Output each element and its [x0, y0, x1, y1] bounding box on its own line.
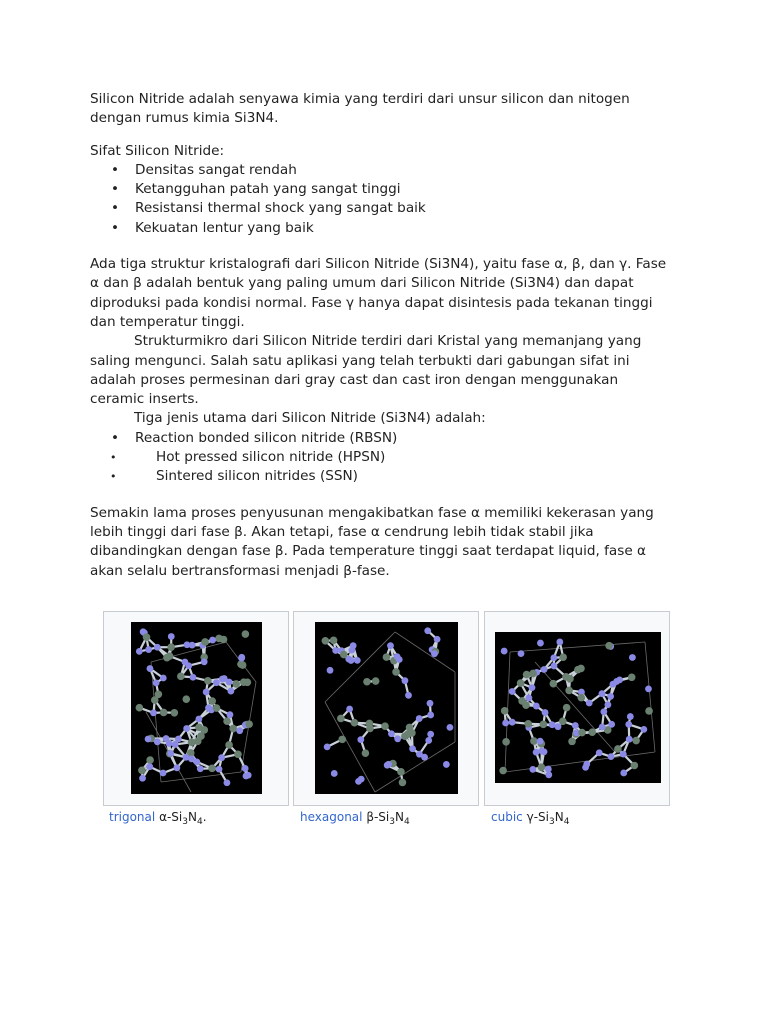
- link-hexagonal[interactable]: hexagonal: [300, 810, 363, 824]
- atom: [332, 647, 339, 654]
- atom: [355, 778, 362, 785]
- atom: [555, 723, 562, 730]
- atom: [616, 676, 623, 683]
- atom: [173, 764, 180, 771]
- crystal-structure-figures: [103, 611, 673, 831]
- atom: [563, 704, 571, 712]
- atom: [136, 704, 144, 712]
- alpha-crystal-image: [131, 622, 262, 794]
- atom: [640, 726, 647, 733]
- document-body: [90, 90, 690, 581]
- atom: [155, 690, 163, 698]
- atom: [136, 648, 143, 655]
- atom: [244, 678, 252, 686]
- atom: [529, 766, 536, 773]
- atom: [145, 646, 152, 653]
- atom: [537, 640, 544, 647]
- atom: [388, 730, 395, 737]
- atom: [574, 666, 582, 674]
- atom: [424, 627, 431, 634]
- atom: [163, 735, 170, 742]
- atom: [427, 731, 434, 738]
- atom: [197, 765, 204, 772]
- atom: [242, 765, 249, 772]
- atom: [213, 704, 221, 712]
- atom: [372, 677, 380, 685]
- atom: [160, 709, 168, 717]
- caption-gamma: cubic $\gamma-Si_3N_4$: [491, 810, 570, 827]
- atom: [559, 718, 567, 726]
- atom: [524, 720, 532, 728]
- atom: [605, 701, 612, 708]
- atom: [614, 745, 622, 753]
- atom: [146, 756, 154, 764]
- atom: [168, 633, 175, 640]
- atom: [431, 650, 438, 657]
- para3-line-2: saling mengunci. Salah satu aplikasi yang telah terbukti dari gabungan sifat ini: [90, 352, 630, 369]
- atom: [208, 765, 216, 773]
- atom: [551, 663, 558, 670]
- atom: [384, 762, 391, 769]
- atom: [529, 684, 536, 691]
- atom: [338, 736, 346, 744]
- atom: [147, 665, 154, 672]
- atom: [392, 668, 400, 676]
- atom: [213, 679, 220, 686]
- atom: [608, 753, 615, 760]
- atom: [351, 719, 359, 727]
- atom: [139, 775, 146, 782]
- atom: [577, 694, 585, 702]
- figure-alpha: [103, 611, 289, 806]
- atom: [146, 763, 153, 770]
- atom: [499, 767, 507, 775]
- atom: [529, 670, 537, 678]
- atom: [362, 749, 370, 757]
- atom: [205, 704, 212, 711]
- atom: [204, 677, 212, 685]
- atom: [537, 738, 544, 745]
- atom: [182, 659, 189, 666]
- atom: [228, 688, 235, 695]
- atom: [550, 680, 558, 688]
- atom: [143, 633, 151, 641]
- atom: [397, 768, 405, 776]
- atom: [177, 673, 185, 681]
- atom: [416, 715, 423, 722]
- atom: [572, 722, 579, 729]
- atom: [416, 751, 423, 758]
- para5-line-4: akan selalu bertransformasi menjadi β-fase.: [90, 562, 390, 579]
- atom: [150, 709, 157, 716]
- atom: [523, 671, 531, 679]
- atom: [533, 703, 540, 710]
- atom: [583, 761, 590, 768]
- para2-line-1: Ada tiga struktur kristalografi dari Silicon Nitride (Si3N4), yaitu fase α, β, dan γ. Fase: [90, 256, 667, 273]
- properties-list: [90, 161, 690, 238]
- atom: [626, 736, 633, 743]
- atom: [620, 770, 627, 777]
- atom: [530, 737, 538, 745]
- atom: [628, 673, 636, 681]
- atom: [509, 688, 516, 695]
- link-trigonal[interactable]: trigonal: [109, 810, 156, 824]
- atom: [501, 707, 509, 715]
- atom: [327, 667, 334, 674]
- list-item: • Kekuatan lentur yang baik: [90, 219, 690, 238]
- atom: [596, 749, 603, 756]
- atom: [559, 653, 567, 661]
- atom: [568, 738, 576, 746]
- atom: [599, 724, 606, 731]
- atom: [324, 743, 331, 750]
- atom: [402, 677, 409, 684]
- atom: [600, 708, 607, 715]
- atom: [502, 738, 510, 746]
- para4: Tiga jenis utama dari Silicon Nitride (Si3N4) adalah:: [134, 410, 486, 427]
- atom: [331, 770, 338, 777]
- atom: [501, 648, 508, 655]
- atom: [245, 720, 253, 728]
- atom: [218, 754, 225, 761]
- atom: [160, 770, 167, 777]
- atom: [190, 674, 197, 681]
- atom: [245, 772, 252, 779]
- atom: [234, 750, 242, 758]
- atom: [565, 687, 573, 695]
- atom: [195, 716, 202, 723]
- atom: [522, 701, 530, 709]
- list-item: • Resistansi thermal shock yang sangat baik: [90, 199, 690, 218]
- atom: [167, 750, 174, 757]
- atom: [172, 741, 179, 748]
- atom: [239, 661, 247, 669]
- atom: [215, 635, 223, 643]
- atom: [620, 751, 627, 758]
- atom: [541, 666, 548, 673]
- atom: [394, 653, 401, 660]
- beta-crystal-image: [315, 622, 458, 794]
- atom: [208, 697, 216, 705]
- para3-line-3: adalah proses permesinan dari gray cast dan cast iron dengan menggunakan: [90, 371, 619, 388]
- para3-line-1: Strukturmikro dari Silicon Nitride terdiri dari Kristal yang memanjang yang: [134, 333, 642, 350]
- atom: [330, 637, 338, 645]
- atom: [607, 693, 614, 700]
- atom: [340, 651, 348, 659]
- gamma-crystal-image: [495, 632, 661, 783]
- atom: [627, 713, 634, 720]
- atom: [605, 642, 613, 650]
- list-item: • Ketangguhan patah yang sangat tinggi: [90, 180, 690, 199]
- atom: [154, 644, 161, 651]
- atom: [201, 638, 209, 646]
- atom: [197, 732, 205, 740]
- atom: [588, 728, 596, 736]
- para3-line-4: ceramic inserts.: [90, 391, 199, 408]
- caption-beta: hexagonal $\beta-Si_3N_4$: [300, 810, 410, 827]
- types-list: [90, 429, 690, 487]
- atom: [153, 680, 160, 687]
- para5-line-2: lebih tinggi dari fase β. Akan tetapi, fase α cendrung lebih tidak stabil jika: [90, 523, 594, 540]
- atom: [566, 675, 574, 683]
- atom: [238, 655, 245, 662]
- atom: [427, 712, 434, 719]
- atom: [526, 695, 533, 702]
- list-item: • Hot pressed silicon nitride (HPSN): [90, 448, 690, 467]
- atom: [171, 709, 179, 717]
- atom: [447, 724, 454, 731]
- atom: [209, 637, 216, 644]
- atom: [154, 738, 161, 745]
- atom: [223, 717, 231, 725]
- atom: [145, 736, 152, 743]
- para2-line-4: dan temperatur tinggi.: [90, 313, 245, 330]
- list-item: • Sintered silicon nitrides (SSN): [90, 467, 690, 486]
- atom: [545, 766, 552, 773]
- atom: [227, 711, 234, 718]
- atom: [599, 690, 606, 697]
- atom: [366, 725, 374, 733]
- atom: [405, 692, 412, 699]
- atom: [138, 767, 146, 775]
- atom: [540, 721, 548, 729]
- list-item: • Reaction bonded silicon nitride (RBSN): [90, 429, 690, 448]
- para5-line-1: Semakin lama proses penyusunan mengakibatkan fase α memiliki kekerasan yang: [90, 504, 654, 521]
- atom: [608, 721, 615, 728]
- atom: [632, 737, 640, 745]
- atom: [201, 658, 208, 665]
- para2-line-3: diproduksi pada kondisi normal. Fase γ hanya dapat disintesis pada tekanan tinggi: [90, 294, 653, 311]
- caption-alpha: trigonal $\alpha-Si_3N_4$.: [109, 810, 207, 827]
- atom: [337, 715, 345, 723]
- para5-line-3: dibandingkan dengan fase β. Pada temperature tinggi saat terdapat liquid, fase α: [90, 543, 646, 560]
- atom: [443, 761, 450, 768]
- atom: [348, 657, 355, 664]
- atom: [533, 749, 540, 756]
- atom: [629, 654, 636, 661]
- atom: [625, 721, 632, 728]
- atom: [425, 737, 432, 744]
- atom: [224, 779, 231, 786]
- atom: [216, 766, 223, 773]
- properties-title: Sifat Silicon Nitride:: [90, 142, 225, 159]
- atom: [322, 637, 330, 645]
- atom: [404, 730, 412, 738]
- atom: [354, 657, 361, 664]
- atom: [549, 721, 556, 728]
- atom: [167, 643, 175, 651]
- atom: [556, 639, 563, 646]
- atom: [542, 709, 549, 716]
- atom: [188, 738, 196, 746]
- atom: [163, 654, 171, 662]
- atom: [550, 654, 557, 661]
- atom: [182, 695, 190, 703]
- intro-line-1: Silicon Nitride adalah senyawa kimia yang terdiri dari unsur silicon dan nitogen: [90, 91, 630, 107]
- figure-beta: [293, 611, 479, 806]
- atom: [509, 719, 516, 726]
- atom: [225, 741, 233, 749]
- atom: [578, 729, 586, 737]
- atom: [346, 706, 353, 713]
- atom: [221, 675, 228, 682]
- atom: [183, 725, 190, 732]
- atom: [427, 700, 434, 707]
- atom: [236, 727, 243, 734]
- atom: [409, 745, 416, 752]
- atom: [229, 725, 237, 733]
- atom: [538, 763, 546, 771]
- para2-line-2: α dan β adalah bentuk yang paling umum dari Silicon Nitride (Si3N4) dan dapat: [90, 275, 634, 292]
- atom: [363, 678, 371, 686]
- atom: [631, 762, 639, 770]
- atom: [242, 630, 250, 638]
- atom: [381, 722, 389, 730]
- link-cubic[interactable]: cubic: [491, 810, 523, 824]
- atom: [517, 679, 525, 687]
- atom: [184, 641, 191, 648]
- atom: [394, 735, 401, 742]
- atom: [357, 736, 364, 743]
- atom: [518, 650, 525, 657]
- atom: [586, 700, 593, 707]
- atom: [399, 779, 407, 787]
- figure-gamma: [484, 611, 670, 806]
- atom: [645, 707, 653, 715]
- atom: [160, 675, 167, 682]
- atom: [348, 647, 355, 654]
- atom: [183, 754, 190, 761]
- atom: [541, 748, 548, 755]
- atom: [203, 689, 210, 696]
- atom: [383, 653, 391, 661]
- atom: [387, 642, 394, 649]
- intro-line-2: dengan rumus kimia Si3N4.: [90, 110, 279, 127]
- atom: [645, 685, 652, 692]
- atom: [502, 720, 509, 727]
- list-item: • Densitas sangat rendah: [90, 161, 690, 180]
- atom: [232, 680, 240, 688]
- atom: [434, 636, 441, 643]
